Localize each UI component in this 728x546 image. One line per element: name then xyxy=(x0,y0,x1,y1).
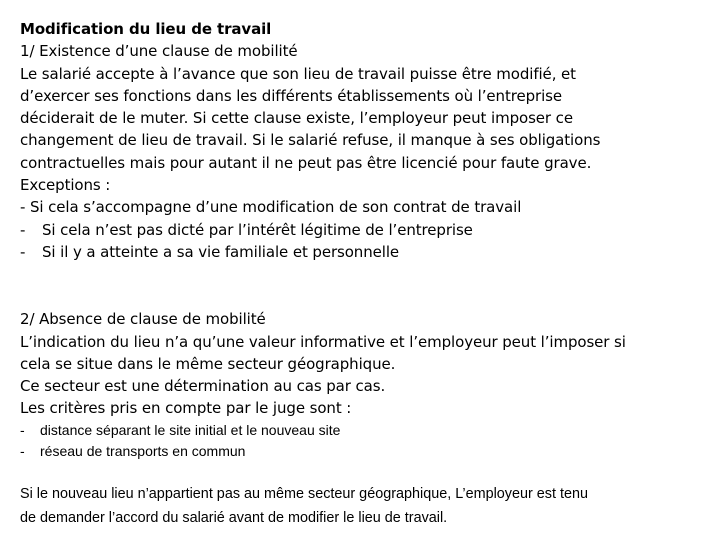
section-existence-clause xyxy=(20,18,720,263)
criteria-item xyxy=(20,420,720,441)
exception-item xyxy=(20,241,720,263)
criteria-list xyxy=(20,420,720,462)
bullet-dash: - xyxy=(20,442,25,459)
paragraph-line: Le salarié accepte à l’avance que son lieu de travail puisse être modifié, et xyxy=(20,64,576,83)
bullet-dash: - xyxy=(20,242,26,261)
paragraph-line: Les critères pris en compte par le juge sont : xyxy=(20,399,352,418)
paragraph-line: cela se situe dans le même secteur géographique. xyxy=(20,354,396,373)
section-heading-2: 2/ Absence de clause de mobilité xyxy=(20,310,266,329)
paragraph-line: L’indication du lieu n’a qu’une valeur informative et l’employeur peut l’imposer si xyxy=(20,332,626,351)
paragraph-line: d’exercer ses fonctions dans les différents établissements où l’entreprise xyxy=(20,86,562,105)
conclusion-paragraph xyxy=(20,482,720,530)
section-heading-1: 1/ Existence d’une clause de mobilité xyxy=(20,42,298,61)
paragraph-line: de demander l’accord du salarié avant de modifier le lieu de travail. xyxy=(20,509,448,526)
exception-text: Si cela n’est pas dicté par l’intérêt légitime de l’entreprise xyxy=(42,220,473,239)
exceptions-label: Exceptions : xyxy=(20,176,111,195)
bullet-dash: - xyxy=(20,421,25,438)
criteria-text: réseau de transports en commun xyxy=(40,442,246,459)
exception-text: Si il y a atteinte a sa vie familiale et personnelle xyxy=(42,242,400,261)
exception-item xyxy=(20,219,720,241)
exception-item: - Si cela s’accompagne d’une modification de son contrat de travail xyxy=(20,198,522,217)
paragraph-line: Ce secteur est une détermination au cas par cas. xyxy=(20,377,386,396)
bullet-dash: - xyxy=(20,220,26,239)
criteria-item xyxy=(20,441,720,462)
document-page xyxy=(20,18,720,530)
paragraph-line: déciderait de le muter. Si cette clause existe, l’employeur peut imposer ce xyxy=(20,109,573,128)
document-title: Modification du lieu de travail xyxy=(20,20,272,38)
criteria-text: distance séparant le site initial et le nouveau site xyxy=(40,421,341,438)
section-absence-clause xyxy=(20,308,720,419)
paragraph-line: Si le nouveau lieu n’appartient pas au même secteur géographique, L’employeur est tenu xyxy=(20,485,589,502)
paragraph-line: changement de lieu de travail. Si le salarié refuse, il manque à ses obligations xyxy=(20,131,601,150)
paragraph-line: contractuelles mais pour autant il ne peut pas être licencié pour faute grave. xyxy=(20,153,592,172)
